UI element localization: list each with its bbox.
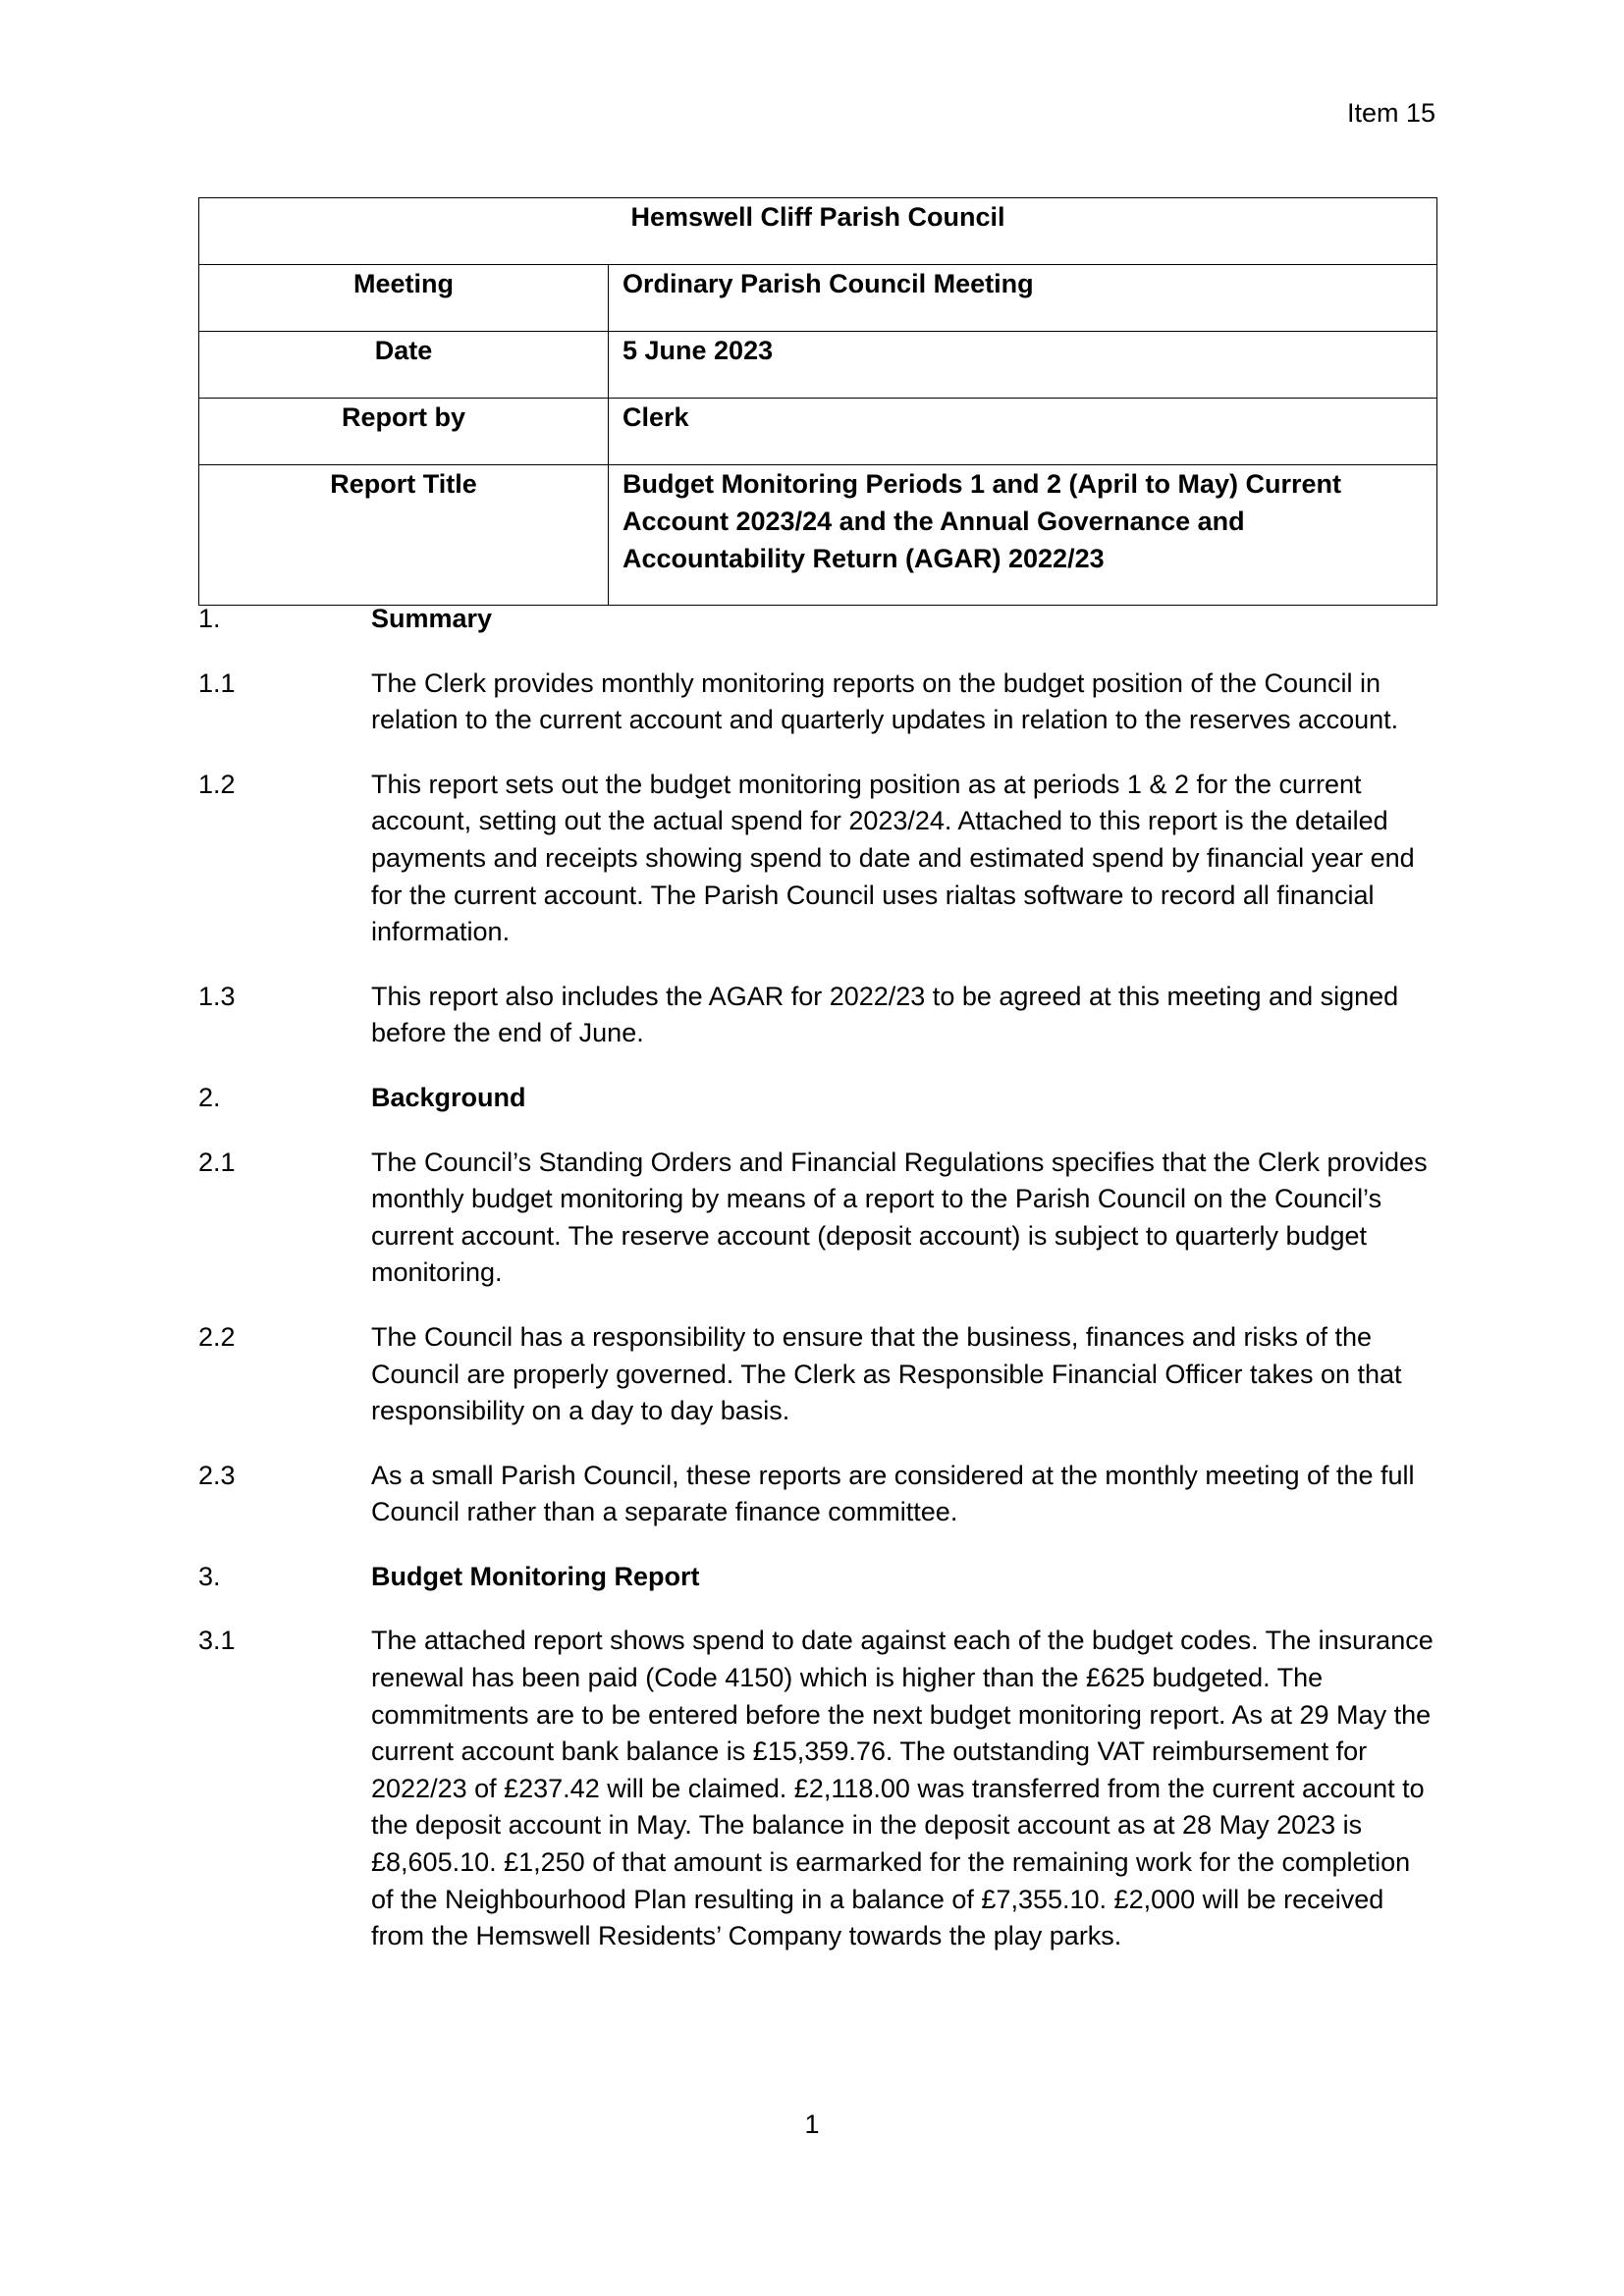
council-row [199,198,1437,265]
paragraph-number: 2.3 [198,1460,236,1490]
section-title: Background [371,1082,526,1112]
report-title-value: Budget Monitoring Periods 1 and 2 (April to May) Current Account 2023/24 and the Annual Governance and Accountability Return (AGAR) 2022/23 [609,465,1437,606]
date-label: Date [199,332,609,399]
section-number: 1. [198,604,221,633]
meeting-row [199,265,1437,332]
report-body [198,601,1437,1983]
paragraph-text: The attached report shows spend to date against each of the budget codes. The insurance renewal has been paid (Code 4150) which is higher than the £625 budgeted. The commitments are to be entered before the next budget monitoring report. As at 29 May the current account bank balance is £15,359.76. The outstanding VAT reimbursement for 2022/23 of £237.42 will be claimed. £2,118.00 was transferred from the current account to the deposit account in May. The balance in the deposit account as at 28 May 2023 is £8,605.10. £1,250 of that amount is earmarked for the remaining work for the completion of the Neighbourhood Plan resulting in a balance of £7,355.10. £2,000 will be received from the Hemswell Residents’ Company towards the play parks. [371,1626,1434,1951]
report-by-label: Report by [199,399,609,465]
report-by-row [199,399,1437,465]
paragraph-number: 1.1 [198,667,236,698]
paragraph-number: 2.1 [198,1147,236,1177]
paragraph [198,1145,1437,1292]
section-heading [198,1080,1437,1117]
paragraph [198,767,1437,951]
section-heading [198,601,1437,638]
paragraph-text: The Council has a responsibility to ensure that the business, finances and risks of the Council are properly governed. The Clerk as Responsible Financial Officer takes on that responsibility on a day to day basis. [371,1321,1402,1426]
paragraph [198,1319,1437,1430]
paragraph-text: This report sets out the budget monitoring position as at periods 1 & 2 for the current account, setting out the actual spend for 2023/24. Attached to this report is the detailed payments and receipts showing spend to date and estimated spend by financial year end for the current account. The Parish Council uses rialtas software to record all financial information. [371,769,1415,947]
paragraph-number: 2.2 [198,1321,236,1352]
paragraph-number: 1.2 [198,769,236,799]
paragraph [198,1458,1437,1531]
report-title-row [199,465,1437,606]
item-reference: Item 15 [1346,98,1435,128]
page-number: 1 [804,2109,820,2139]
section-number: 3. [198,1561,221,1591]
section-title: Summary [371,604,493,633]
paragraph [198,979,1437,1052]
paragraph-number: 1.3 [198,981,236,1011]
meeting-value: Ordinary Parish Council Meeting [609,265,1437,332]
report-info-table [198,197,1437,606]
date-value: 5 June 2023 [609,332,1437,399]
paragraph [198,1623,1437,1954]
paragraph-text: The Clerk provides monthly monitoring reports on the budget position of the Council in relation to the current account and quarterly updates in relation to the reserves account. [371,667,1399,735]
meeting-label: Meeting [199,265,609,332]
paragraph-text: As a small Parish Council, these reports are considered at the monthly meeting of the full Council rather than a separate finance committee. [371,1460,1415,1527]
paragraph-number: 3.1 [198,1626,236,1656]
section-heading [198,1559,1437,1596]
report-title-label: Report Title [199,465,609,606]
paragraph-text: The Council’s Standing Orders and Financial Regulations specifies that the Clerk provides monthly budget monitoring by means of a report to the Parish Council on the Council’s current account. The reserve account (deposit account) is subject to quarterly budget monitoring. [371,1147,1428,1288]
council-name: Hemswell Cliff Parish Council [199,198,1437,265]
report-by-value: Clerk [609,399,1437,465]
paragraph [198,666,1437,739]
date-row [199,332,1437,399]
section-title: Budget Monitoring Report [371,1561,700,1591]
paragraph-text: This report also includes the AGAR for 2022/23 to be agreed at this meeting and signed before the end of June. [371,981,1399,1048]
section-number: 2. [198,1082,221,1112]
